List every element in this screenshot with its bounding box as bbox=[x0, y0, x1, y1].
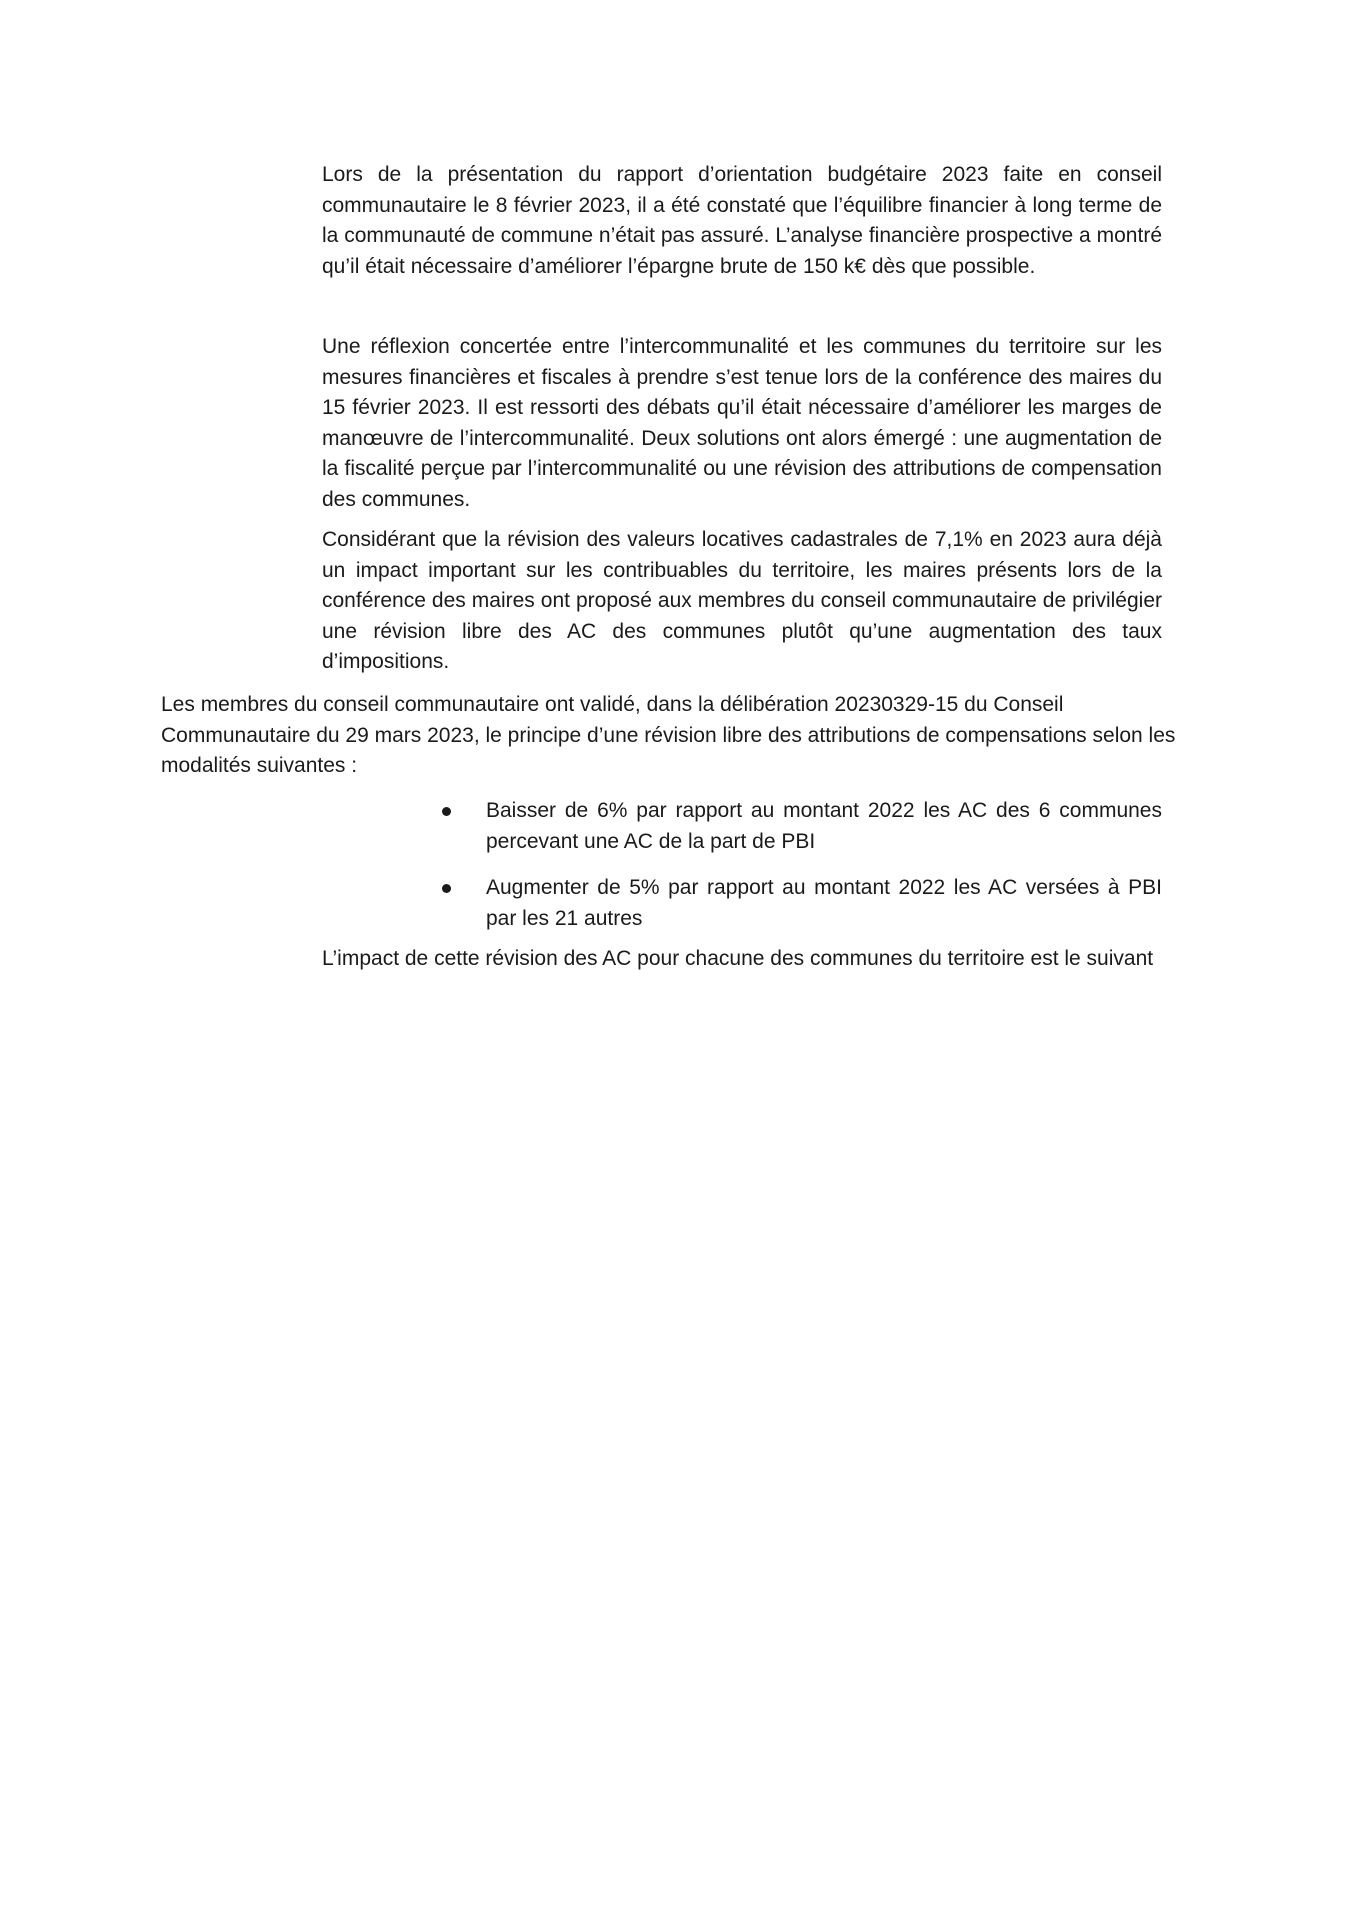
paragraph-impact-intro: L’impact de cette révision des AC pour chacune des communes du territoire est le suivant bbox=[322, 947, 1154, 970]
list-item bbox=[440, 796, 1162, 857]
list-item bbox=[440, 873, 1162, 934]
paragraph-cadastral-revision: Considérant que la révision des valeurs locatives cadastrales de 7,1% en 2023 aura déjà un impact important sur les contribuables du territoire, les maires présents lors de la conférence des maires ont proposé aux membres du conseil communautaire de privilégier une révision libre des AC des communes plutôt qu’une augmentation des taux d’impositions. bbox=[322, 528, 1162, 673]
bullet-icon bbox=[442, 807, 451, 816]
list-item-text: Augmenter de 5% par rapport au montant 2022 les AC versées à PBI par les 21 autres bbox=[486, 876, 1162, 930]
modalities-list bbox=[440, 796, 1162, 950]
paragraph-council-deliberation: Les membres du conseil communautaire ont validé, dans la délibération 20230329-15 du Conseil Communautaire du 29 mars 2023, le principe d’une révision libre des attributions de compensations selon les modalités suivantes : bbox=[161, 693, 1176, 777]
paragraph-budget-orientation: Lors de la présentation du rapport d’orientation budgétaire 2023 faite en conseil communautaire le 8 février 2023, il a été constaté que l’équilibre financier à long terme de la communauté de commune n’était pas assuré. L’analyse financière prospective a montré qu’il était nécessaire d’améliorer l’épargne brute de 150 k€ dès que possible. bbox=[322, 163, 1162, 278]
paragraph-mayors-conference: Une réflexion concertée entre l’intercommunalité et les communes du territoire sur les mesures financières et fiscales à prendre s’est tenue lors de la conférence des maires du 15 février 2023. Il est ressorti des débats qu’il était nécessaire d’améliorer les marges de manœuvre de l’intercommunalité. Deux solutions ont alors émergé : une augmentation de la fiscalité perçue par l’intercommunalité ou une révision des attributions de compensation des communes. bbox=[322, 335, 1162, 511]
bullet-icon bbox=[442, 884, 451, 893]
list-item-text: Baisser de 6% par rapport au montant 2022 les AC des 6 communes percevant une AC de la part de PBI bbox=[486, 799, 1162, 853]
